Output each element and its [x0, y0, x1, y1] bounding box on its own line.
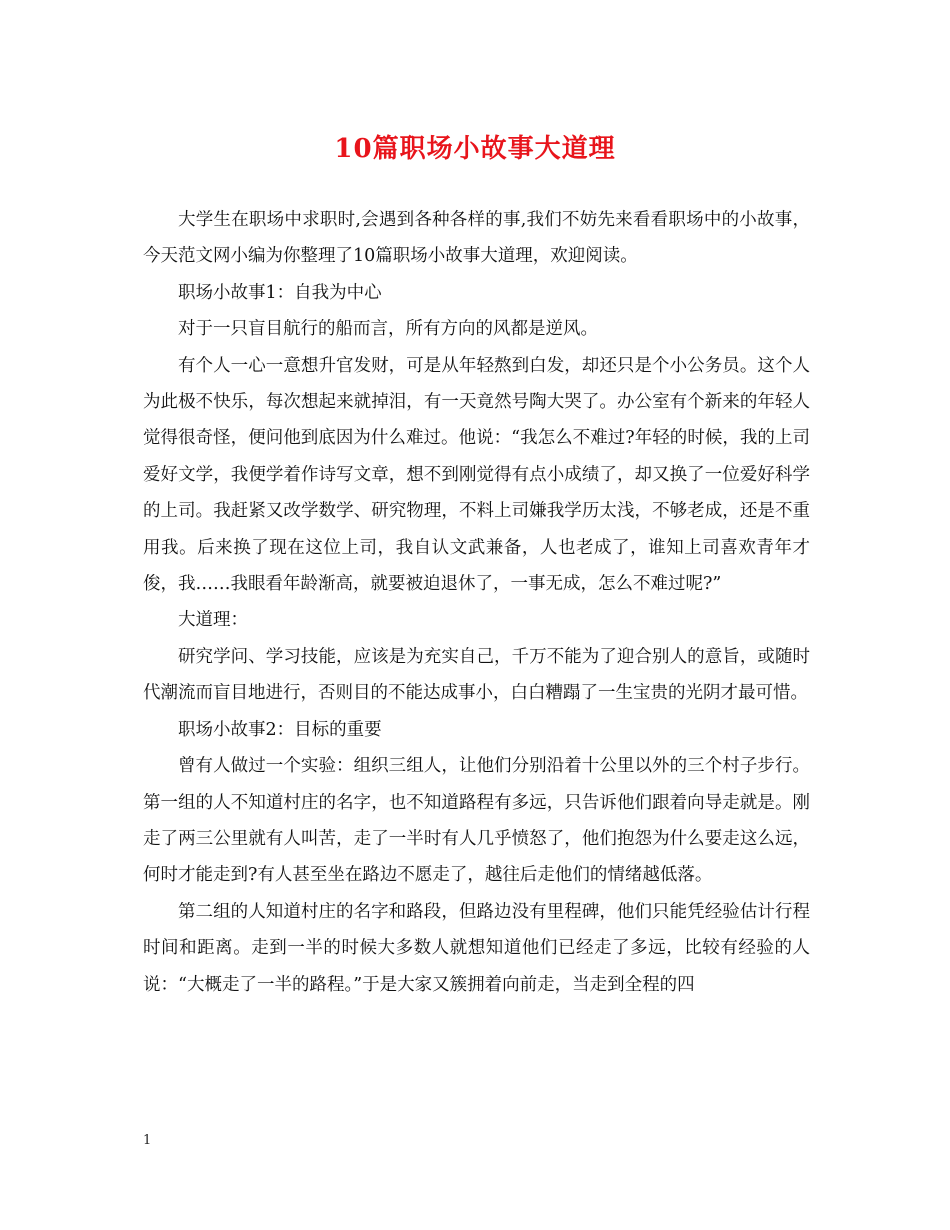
intro-paragraph: 大学生在职场中求职时,会遇到各种各样的事,我们不妨先来看看职场中的小故事，今天范文网小编为你整理了10篇职场小故事大道理，欢迎阅读。	[143, 210, 810, 267]
page-number: 1	[143, 1133, 152, 1148]
lesson-paragraph: 研究学问、学习技能，应该是为充实自己，千万不能为了迎合别人的意旨，或随时代潮流而盲目地进行，否则目的不能达成事小，白白糟蹋了一生宝贵的光阴才最可惜。	[143, 646, 810, 704]
story-1-paragraph: 有个人一心一意想升官发财，可是从年轻熬到白发，却还只是个小公务员。这个人为此极不快乐，每次想起来就掉泪，有一天竟然号陶大哭了。办公室有个新来的年轻人觉得很奇怪，便问他到底因为什么难过。他说：“我怎么不难过?年轻的时候，我的上司爱好文学，我便学着作诗写文章，想不到刚觉得有点小成绩了，却又换了一位爱好科学的上司。我赶紧又改学数学、研究物理，不料上司嫌我学历太浅，不够老成，还是不重用我。后来换了现在这位上司，我自认文武兼备，人也老成了，谁知上司喜欢青年才俊，我……我眼看年龄渐高，就要被迫退休了，一事无成，怎么不难过呢?”	[143, 355, 810, 595]
document-body	[143, 202, 810, 1003]
story-2-paragraph-2: 第二组的人知道村庄的名字和路段，但路边没有里程碑，他们只能凭经验估计行程时间和距离。走到一半的时候大多数人就想知道他们已经走了多远，比较有经验的人说：“大概走了一半的路程。”于是大家又簇拥着向前走，当走到全程的四	[143, 901, 810, 995]
story-2-paragraph-1: 曾有人做过一个实验：组织三组人，让他们分别沿着十公里以外的三个村子步行。第一组的人不知道村庄的名字，也不知道路程有多远，只告诉他们跟着向导走就是。刚走了两三公里就有人叫苦，走了一半时有人几乎愤怒了，他们抱怨为什么要走这么远，何时才能走到?有人甚至坐在路边不愿走了，越往后走他们的情绪越低落。	[143, 756, 810, 886]
document-title: 10篇职场小故事大道理	[334, 134, 616, 164]
story-2-heading: 职场小故事2：目标的重要	[178, 719, 382, 740]
story-1-quote: 对于一只盲目航行的船而言，所有方向的风都是逆风。	[178, 319, 598, 340]
story-1-heading: 职场小故事1：自我为中心	[178, 282, 382, 303]
lesson-heading: 大道理：	[178, 610, 248, 631]
